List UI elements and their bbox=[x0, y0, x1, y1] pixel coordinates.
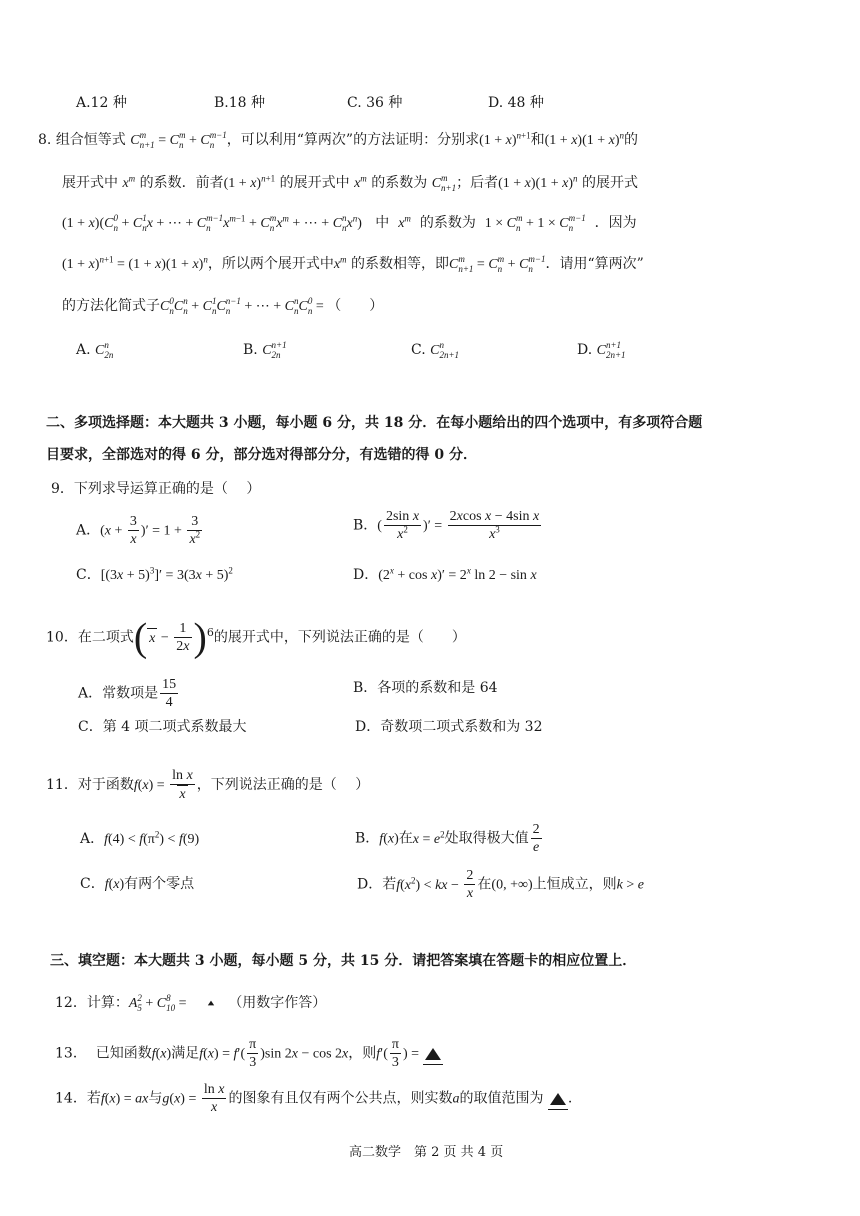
q8-option-a: A. C n 2n bbox=[76, 340, 114, 360]
section-3-heading: 三、填空题：本大题共 3 小题，每小题 5 分，共 15 分．请把答案填在答题卡的相应位置上． bbox=[50, 953, 637, 969]
q9-option-d: D．$(2^x + \cos x)' = 2^x$ ln 2 − sin x bbox=[353, 565, 537, 583]
question-number: 8. bbox=[38, 132, 52, 148]
q7-option-c: C. 36 种 bbox=[347, 95, 403, 111]
q11-option-b: B．f(x)在$x = e^2$处取得极大值 $\frac{2}{e}$ bbox=[355, 822, 540, 855]
section-2-heading-line-2: 目要求，全部选对的得 6 分，部分选对得部分分，有选错的得 0 分． bbox=[46, 447, 477, 463]
q8-option-d: D. C n+1 2n+1 bbox=[577, 340, 626, 360]
q10-stem: 10．在二项式( x − $\frac{1}{2x}$ )$^6$的展开式中，下列说法正确的是（ ） bbox=[46, 614, 466, 660]
q8-line-3: (1 + x)(C 0 n + C 1 n x + ⋯ + C m−1 n $x^{m-1} + C$ m n $x^m$ + ⋯ + C n n $x^n$) 中 $x^m$ 的系数为 1 × C m n + 1 × C m−1 n ．因为 bbox=[62, 213, 637, 233]
q8-line-4: $(1 + x)^{n+1} = (1 + x)(1 + x)^n$，所以两个展开式中$x^m$ 的系数相等，即C m n+1 = C m n + C m−1 n ．请用“算两次” bbox=[62, 254, 644, 274]
q13: 13． 已知函数f(x)满足f(x) = f′( $\frac{\pi}{3}$ )sin 2x − cos 2x，则f′( $\frac{\pi}{3}$ ) = bbox=[55, 1036, 443, 1071]
q9-option-c: C．$[(3x + 5)^3]' = 3(3x + 5)^2$ bbox=[76, 565, 233, 583]
q11-option-d: D．若$f(x^2)$ < kx − $\frac{2}{x}$ 在(0, +∞)上恒成立，则k > e bbox=[357, 868, 644, 901]
q10-option-c: C．第 4 项二项式系数最大 bbox=[78, 719, 247, 735]
q8-line-1: 8. 组合恒等式 C m n+1 = C m n + C m−1 n ，可以利用“算两次”的方法证明：分别求$(1 + x)^{n+1}$和$(1 + x)(1 + x)^n$的 bbox=[38, 130, 639, 150]
q10-option-b: B．各项的系数和是 64 bbox=[353, 680, 498, 696]
answer-blank-triangle-icon bbox=[208, 1001, 214, 1006]
q11-stem: 11．对于函数f(x) = $\frac{\text{ln x}}{x}$ ，下列说法正确的是（ ） bbox=[46, 768, 370, 802]
page-footer: 高二数学 第 2 页 共 4 页 bbox=[349, 1145, 504, 1160]
q10-option-a: A．常数项是 $\frac{15}{4}$ bbox=[78, 677, 177, 710]
q7-option-b: B.18 种 bbox=[214, 95, 266, 111]
section-2-heading-line-1: 二、多项选择题：本大题共 3 小题，每小题 6 分，共 18 分．在每小题给出的四个选项中，有多项符合题 bbox=[46, 415, 703, 431]
q9-stem: 9．下列求导运算正确的是（ ） bbox=[51, 481, 261, 497]
q8-line-2: 展开式中 $x^m$ 的系数．前者$(1 + x)^{n+1}$ 的展开式中 $x^m$ 的系数为 C m n+1 ；后者$(1 + x)(1 + x)^n$ 的展开式 bbox=[62, 173, 638, 193]
q10-option-d: D．奇数项二项式系数和为 32 bbox=[355, 719, 543, 735]
q8-option-c: C. C n 2n+1 bbox=[411, 340, 460, 360]
q7-option-a: A.12 种 bbox=[76, 95, 127, 111]
q8-line-5: 的方法化简式子C 0 n C n n + C 1 n C n−1 n + ⋯ + C n n C 0 n = （ ） bbox=[62, 296, 384, 316]
q11-option-a: A．$f(4) < f(\pi^2) < f(9)$ bbox=[80, 829, 200, 847]
q9-option-a: A．(x + $\frac{3}{x}$ )′ = 1 + $\frac{3}{x^2}$ bbox=[76, 514, 201, 547]
q7-option-d: D. 48 种 bbox=[488, 95, 544, 111]
q9-option-b: B．( $\frac{\text{2sin x}}{x^2}$ )′ = $\frac{\text{2xcos x − 4sin x}}{x^3}$ bbox=[353, 509, 540, 542]
q12: 12．计算：A 2 5 + C 8 10 = （用数字作答） bbox=[55, 993, 327, 1013]
answer-blank-triangle-icon bbox=[425, 1048, 441, 1060]
q11-option-c: C．f(x)有两个零点 bbox=[80, 876, 195, 892]
q14: 14．若f(x) = ax与g(x) = $\frac{\text{ln x}}{x}$ 的图象有且仅有两个公共点，则实数a的取值范围为 . bbox=[55, 1082, 573, 1115]
answer-blank-triangle-icon bbox=[550, 1093, 566, 1105]
q8-option-b: B. C n+1 2n bbox=[243, 340, 287, 360]
